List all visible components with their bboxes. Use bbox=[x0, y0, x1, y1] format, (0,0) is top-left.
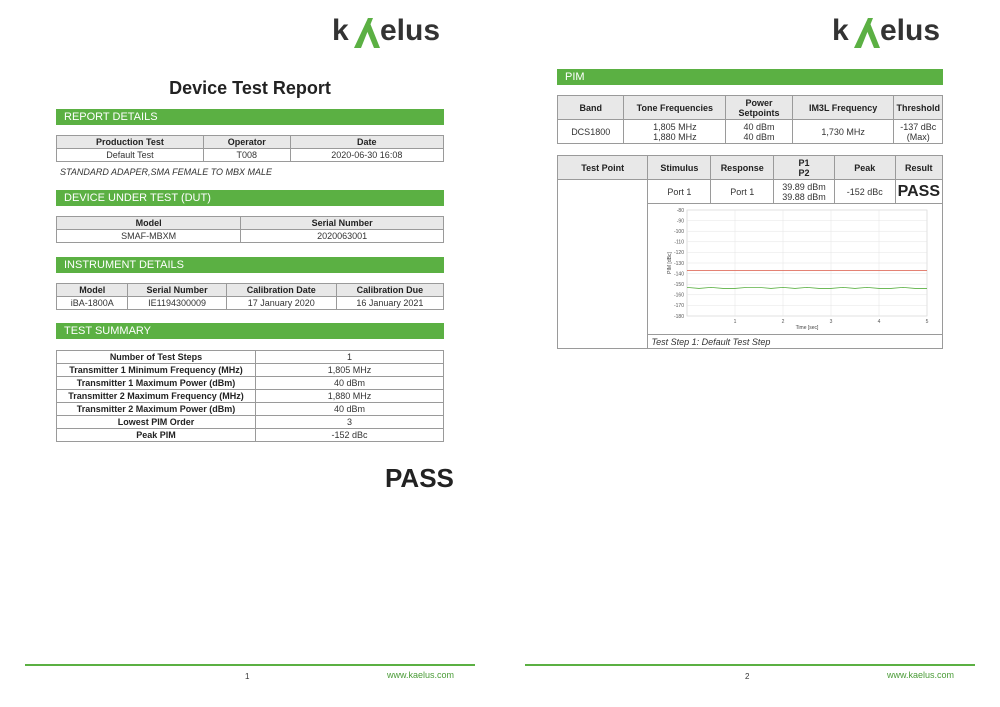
x-axis-label: Time [sec] bbox=[795, 325, 819, 331]
y-tick-label: -160 bbox=[674, 292, 685, 299]
column-header: Model bbox=[57, 217, 241, 230]
step-caption: Test Step 1: Default Test Step bbox=[648, 335, 943, 349]
table-cell: Default Test bbox=[57, 149, 204, 162]
footer-divider bbox=[525, 664, 975, 666]
table-cell: Port 1 bbox=[711, 180, 774, 204]
column-header: Calibration Due bbox=[336, 284, 443, 297]
report-details-table bbox=[56, 135, 444, 162]
y-tick-label: -100 bbox=[674, 229, 685, 235]
y-tick-label: -120 bbox=[674, 250, 685, 257]
y-tick-label: -130 bbox=[674, 260, 685, 267]
summary-value: 3 bbox=[256, 416, 444, 429]
y-tick-label: -170 bbox=[674, 303, 685, 310]
table-cell: iBA-1800A bbox=[57, 297, 128, 310]
kaelus-logo bbox=[332, 12, 454, 54]
pim-header: PIM bbox=[557, 69, 943, 85]
column-header: Serial Number bbox=[241, 217, 444, 230]
footer-divider bbox=[25, 664, 475, 666]
summary-value: 1,805 MHz bbox=[256, 364, 444, 377]
tone-frequency-1: 1,805 MHz bbox=[653, 121, 697, 132]
y-tick-label: -90 bbox=[676, 218, 685, 225]
summary-value: 40 dBm bbox=[256, 377, 444, 390]
website-link[interactable]: www.kaelus.com bbox=[387, 670, 455, 680]
y-axis-label: PIM [dBc] bbox=[667, 252, 674, 274]
column-header-p1: P1 bbox=[798, 157, 810, 168]
column-header: Serial Number bbox=[128, 284, 226, 297]
table-cell: 17 January 2020 bbox=[226, 297, 336, 310]
table-cell bbox=[894, 120, 943, 144]
table-cell: IE1194300009 bbox=[128, 297, 226, 310]
column-header: Band bbox=[558, 96, 624, 120]
power-setpoint-2: 40 dBm bbox=[743, 131, 775, 142]
column-header-p2: P2 bbox=[798, 167, 810, 178]
svg-text:elus: elus bbox=[380, 14, 441, 47]
column-header: Peak bbox=[834, 156, 895, 180]
column-header: Model bbox=[57, 284, 128, 297]
svg-text:elus: elus bbox=[880, 14, 941, 47]
summary-label: Transmitter 1 Maximum Power (dBm) bbox=[57, 377, 256, 390]
dut-note: STANDARD ADAPER,SMA FEMALE TO MBX MALE bbox=[60, 167, 273, 177]
test-summary-header: TEST SUMMARY bbox=[56, 323, 444, 339]
summary-value: 1 bbox=[256, 351, 444, 364]
column-header: Result bbox=[895, 156, 942, 180]
column-header: Calibration Date bbox=[226, 284, 336, 297]
table-cell bbox=[726, 120, 792, 144]
summary-label: Lowest PIM Order bbox=[57, 416, 256, 429]
column-header: Operator bbox=[203, 136, 290, 149]
svg-text:k: k bbox=[832, 14, 849, 47]
column-header: Tone Frequencies bbox=[624, 96, 726, 120]
step-result: PASS bbox=[895, 180, 942, 204]
test-summary-table bbox=[56, 350, 444, 442]
kaelus-logo bbox=[832, 12, 954, 54]
p2-value: 39.88 dBm bbox=[782, 191, 826, 202]
table-cell: 2020063001 bbox=[241, 230, 444, 243]
y-tick-label: -110 bbox=[674, 239, 685, 246]
pim-chart bbox=[651, 204, 939, 332]
power-setpoint-1: 40 dBm bbox=[743, 121, 775, 132]
test-point-cell bbox=[558, 180, 648, 349]
overall-result: PASS bbox=[385, 463, 454, 493]
table-cell bbox=[624, 120, 726, 144]
table-cell: -152 dBc bbox=[834, 180, 895, 204]
report-title: Device Test Report bbox=[169, 78, 331, 98]
page-number: 1 bbox=[245, 672, 250, 681]
instrument-table bbox=[56, 283, 444, 310]
report-details-header: REPORT DETAILS bbox=[56, 109, 444, 125]
y-tick-label: -80 bbox=[676, 207, 685, 214]
column-header: Response bbox=[711, 156, 774, 180]
column-header: Test Point bbox=[558, 156, 648, 180]
instrument-header: INSTRUMENT DETAILS bbox=[56, 257, 444, 273]
column-header bbox=[774, 156, 835, 180]
table-cell bbox=[774, 180, 835, 204]
summary-label: Transmitter 2 Maximum Power (dBm) bbox=[57, 403, 256, 416]
page-number: 2 bbox=[745, 672, 750, 681]
column-header: Date bbox=[290, 136, 443, 149]
test-step-table bbox=[557, 155, 943, 349]
dut-header: DEVICE UNDER TEST (DUT) bbox=[56, 190, 444, 206]
x-tick-label: 1 bbox=[733, 319, 737, 325]
table-cell: SMAF-MBXM bbox=[57, 230, 241, 243]
summary-value: 1,880 MHz bbox=[256, 390, 444, 403]
svg-text:k: k bbox=[332, 14, 349, 47]
y-tick-label: -140 bbox=[674, 271, 685, 278]
x-tick-label: 3 bbox=[829, 319, 833, 325]
summary-value: -152 dBc bbox=[256, 429, 444, 442]
summary-value: 40 dBm bbox=[256, 403, 444, 416]
table-cell: 2020-06-30 16:08 bbox=[290, 149, 443, 162]
table-cell: DCS1800 bbox=[558, 120, 624, 144]
column-header: Threshold bbox=[894, 96, 943, 120]
table-cell: 1,730 MHz bbox=[792, 120, 894, 144]
summary-label: Number of Test Steps bbox=[57, 351, 256, 364]
chart-cell bbox=[648, 204, 943, 335]
column-header: Stimulus bbox=[648, 156, 711, 180]
x-tick-label: 2 bbox=[781, 319, 785, 325]
report-page-2 bbox=[500, 0, 1000, 707]
tone-frequency-2: 1,880 MHz bbox=[653, 131, 697, 142]
threshold-value: -137 dBc bbox=[900, 121, 937, 132]
x-tick-label: 5 bbox=[925, 319, 929, 325]
summary-label: Transmitter 1 Minimum Frequency (MHz) bbox=[57, 364, 256, 377]
table-cell: T008 bbox=[203, 149, 290, 162]
column-header: IM3L Frequency bbox=[792, 96, 894, 120]
y-tick-label: -180 bbox=[674, 313, 685, 320]
threshold-qualifier: (Max) bbox=[906, 131, 930, 142]
band-table bbox=[557, 95, 943, 144]
table-cell: 16 January 2021 bbox=[336, 297, 443, 310]
column-header: Production Test bbox=[57, 136, 204, 149]
website-link[interactable]: www.kaelus.com bbox=[887, 670, 955, 680]
x-tick-label: 4 bbox=[877, 319, 881, 325]
p1-value: 39.89 dBm bbox=[782, 181, 826, 192]
summary-label: Transmitter 2 Maximum Frequency (MHz) bbox=[57, 390, 256, 403]
table-cell: Port 1 bbox=[648, 180, 711, 204]
summary-label: Peak PIM bbox=[57, 429, 256, 442]
column-header: Power Setpoints bbox=[726, 96, 792, 120]
dut-table bbox=[56, 216, 444, 243]
y-tick-label: -150 bbox=[674, 282, 685, 288]
